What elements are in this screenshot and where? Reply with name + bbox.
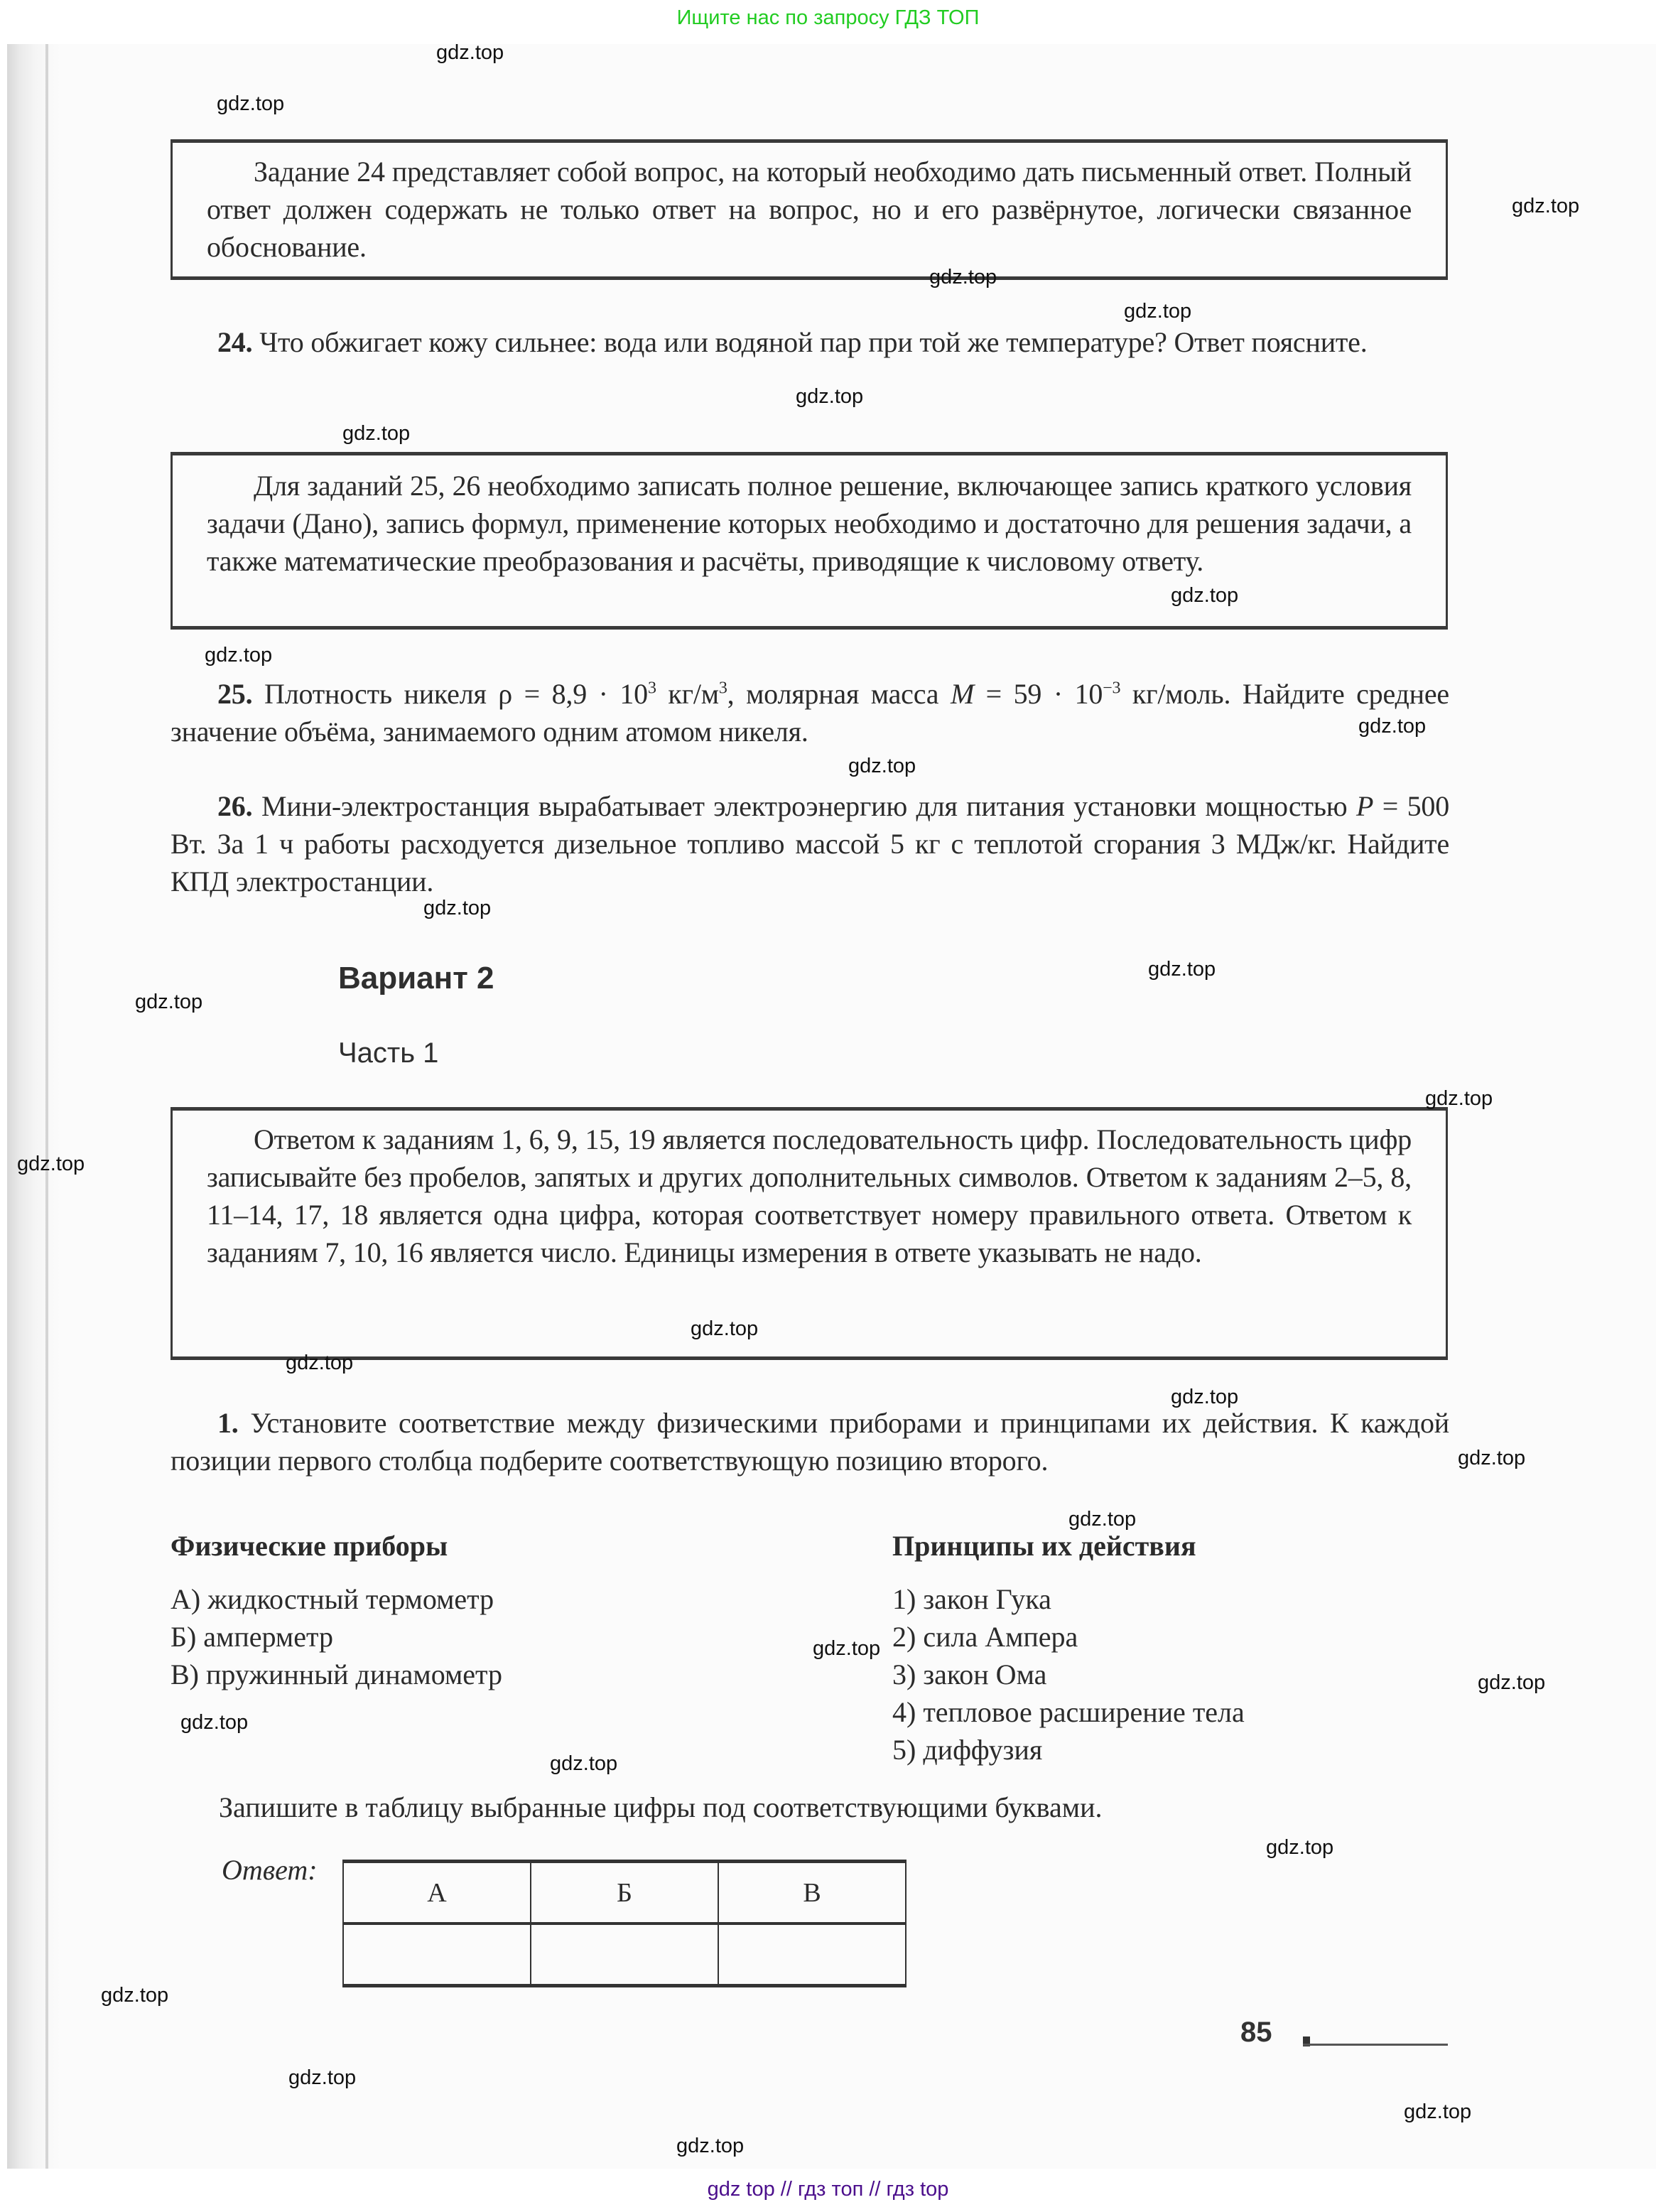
task-text: = 59 · 10 — [974, 678, 1103, 710]
watermark: gdz.top — [1404, 2100, 1472, 2123]
task-text: кг/м — [656, 678, 719, 710]
answer-header-b: Б — [531, 1862, 718, 1924]
column-header-principles: Принципы их действия — [892, 1530, 1196, 1562]
watermark: gdz.top — [1124, 300, 1192, 323]
page-number: 85 — [1240, 2017, 1272, 2048]
task-24 — [171, 323, 1449, 361]
watermark: gdz.top — [1358, 715, 1427, 738]
principle-item-5: 5) диффузия — [892, 1734, 1043, 1766]
watermark: gdz.top — [135, 991, 203, 1013]
watermark: gdz.top — [180, 1711, 249, 1734]
watermark: gdz.top — [1068, 1508, 1137, 1531]
textbook-page — [7, 44, 1656, 2169]
answer-table-header-row — [343, 1862, 906, 1924]
answer-label: Ответ: — [222, 1854, 318, 1886]
instruction-box-task-24 — [171, 139, 1448, 280]
instruction-box-part-1 — [171, 1107, 1448, 1360]
watermark: gdz.top — [1425, 1087, 1493, 1110]
instruction-text: Ответом к заданиям 1, 6, 9, 15, 19 является последовательность цифр. Последовательность цифр записывайте без пробелов, запятых и других дополнительных символов. Ответом к заданиям 2–5, 8, 11–14, 17, 18 является одна цифра, которая соответствует номеру правильного ответа. Ответом к заданиям 7, 10, 16 является число. Единицы измерения в ответе указывать не надо. — [207, 1123, 1412, 1268]
task-text: = 500 Вт. За 1 ч работы расходуется дизельное топливо массой 5 кг с теплотой сгорания 3 МДж/кг. Найдите КПД электростанции. — [171, 790, 1449, 897]
watermark: gdz.top — [101, 1984, 169, 2007]
watermark: gdz.top — [286, 1352, 354, 1374]
watermark: gdz.top — [691, 1317, 759, 1340]
device-item-a: А) жидкостный термометр — [171, 1583, 494, 1615]
table-instruction: Запишите в таблицу выбранные цифры под соответствующими буквами. — [219, 1791, 1103, 1823]
instruction-text: Задание 24 представляет собой вопрос, на который необходимо дать письменный ответ. Полный ответ должен содержать не только ответ на вопрос, но и его развёрнутое, логически связанное обоснование. — [207, 156, 1412, 263]
exponent: 3 — [718, 679, 727, 698]
task-number: 25. — [217, 678, 253, 710]
top-banner[interactable]: Ищите нас по запросу ГДЗ ТОП — [676, 6, 980, 29]
answer-table-input-row — [343, 1924, 906, 1986]
watermark: gdz.top — [1478, 1671, 1546, 1694]
task-text: Установите соответствие между физическими приборами и принципами их действия. К каждой позиции первого столбца подберите соответствующую позицию второго. — [171, 1407, 1449, 1477]
watermark: gdz.top — [17, 1153, 85, 1175]
part-title: Часть 1 — [338, 1037, 439, 1069]
task-26 — [171, 787, 1449, 900]
answer-header-a: А — [343, 1862, 531, 1924]
watermark: gdz.top — [796, 385, 864, 408]
task-text: Мини-электростанция вырабатывает электроэнергию для питания установки мощностью — [261, 790, 1356, 822]
page-spine-shadow — [7, 44, 60, 2169]
answer-cell-v[interactable] — [718, 1924, 906, 1986]
task-text: Что обжигает кожу сильнее: вода или водяной пар при той же температуре? Ответ поясните. — [259, 326, 1368, 358]
watermark: gdz.top — [929, 266, 997, 288]
task-number: 26. — [217, 790, 253, 822]
watermark: gdz.top — [1171, 584, 1239, 607]
page-spine-line — [45, 44, 48, 2169]
watermark: gdz.top — [676, 2135, 745, 2157]
watermark: gdz.top — [1148, 958, 1216, 981]
principle-item-2: 2) сила Ампера — [892, 1621, 1078, 1653]
watermark: gdz.top — [342, 422, 411, 445]
instruction-box-tasks-25-26 — [171, 452, 1448, 630]
watermark: gdz.top — [1266, 1836, 1334, 1859]
principle-item-4: 4) тепловое расширение тела — [892, 1696, 1245, 1728]
task-25 — [171, 675, 1449, 750]
watermark: gdz.top — [848, 755, 916, 777]
task-text: , молярная масса — [727, 678, 951, 710]
answer-cell-a[interactable] — [343, 1924, 531, 1986]
task-text: Плотность никеля ρ = 8,9 · 10 — [264, 678, 648, 710]
answer-cell-b[interactable] — [531, 1924, 718, 1986]
watermark: gdz.top — [813, 1637, 881, 1660]
principle-item-3: 3) закон Ома — [892, 1658, 1047, 1690]
bottom-links[interactable]: gdz top // гдз топ // гдз top — [707, 2178, 949, 2201]
variable-P: P — [1355, 790, 1374, 822]
watermark: gdz.top — [1458, 1447, 1526, 1469]
page-number-rule — [1303, 2044, 1448, 2046]
answer-header-v: В — [718, 1862, 906, 1924]
task-number: 24. — [217, 326, 253, 358]
task-1 — [171, 1404, 1449, 1479]
watermark: gdz.top — [205, 644, 273, 667]
watermark: gdz.top — [550, 1752, 618, 1775]
watermark: gdz.top — [217, 92, 285, 115]
device-item-v: В) пружинный динамометр — [171, 1658, 502, 1690]
watermark: gdz.top — [423, 897, 492, 919]
task-number: 1. — [217, 1407, 239, 1439]
exponent: 3 — [647, 679, 656, 698]
variant-title: Вариант 2 — [338, 961, 494, 996]
device-item-b: Б) амперметр — [171, 1621, 333, 1653]
watermark: gdz.top — [1171, 1386, 1239, 1408]
watermark: gdz.top — [1512, 195, 1580, 217]
column-header-devices: Физические приборы — [171, 1530, 448, 1562]
exponent: −3 — [1103, 679, 1121, 698]
task-text: кг/моль. Найдите среднее значение объёма, занимаемого одним атомом никеля. — [171, 678, 1449, 748]
instruction-text: Для заданий 25, 26 необходимо записать полное решение, включающее запись краткого условия задачи (Дано), запись формул, применение которых необходимо и достаточно для решения задачи, а также математические преобразования и расчёты, приводящие к числовому ответу. — [207, 470, 1412, 577]
variable-M: M — [950, 678, 975, 710]
answer-table — [342, 1860, 907, 1987]
watermark: gdz.top — [436, 41, 504, 64]
principle-item-1: 1) закон Гука — [892, 1583, 1051, 1615]
watermark: gdz.top — [288, 2066, 357, 2089]
